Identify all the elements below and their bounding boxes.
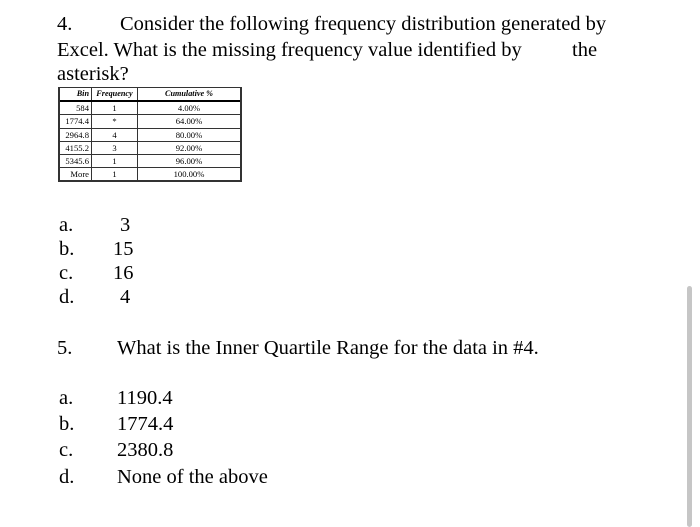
q4-option-b-letter: b. [59, 238, 75, 260]
q5-option-d-value: None of the above [117, 466, 268, 488]
cell-bin: 584 [59, 101, 92, 115]
q5-option-b-letter: b. [59, 413, 75, 435]
cell-frequency: 3 [92, 141, 138, 154]
table-row [59, 168, 241, 182]
q4-option-c-value: 16 [113, 262, 134, 284]
table-row [59, 128, 241, 141]
cell-frequency: 4 [92, 128, 138, 141]
question-4-number: 4. [57, 13, 73, 35]
q5-option-c-letter: c. [59, 439, 74, 461]
table-header-row [59, 88, 241, 102]
vertical-scrollbar[interactable] [687, 286, 692, 527]
q5-option-c-value: 2380.8 [117, 439, 174, 461]
q5-option-a-letter: a. [59, 387, 74, 409]
cell-cumulative: 96.00% [138, 155, 242, 168]
q5-option-a-value: 1190.4 [117, 387, 173, 409]
q4-option-d-letter: d. [59, 286, 75, 308]
cell-bin: 4155.2 [59, 141, 92, 154]
header-frequency: Frequency [92, 88, 138, 102]
q5-option-b-value: 1774.4 [117, 413, 174, 435]
table-row [59, 141, 241, 154]
question-4-line-2-end: the [572, 39, 598, 61]
cell-bin: 1774.4 [59, 115, 92, 128]
cell-frequency: 1 [92, 168, 138, 182]
cell-bin: 5345.6 [59, 155, 92, 168]
q4-option-b-value: 15 [113, 238, 134, 260]
cell-cumulative: 4.00% [138, 101, 242, 115]
table-row [59, 155, 241, 168]
cell-bin: 2964.8 [59, 128, 92, 141]
cell-frequency: 1 [92, 101, 138, 115]
cell-bin: More [59, 168, 92, 182]
header-bin: Bin [59, 88, 92, 102]
q4-option-a-value: 3 [120, 214, 131, 236]
cell-cumulative: 80.00% [138, 128, 242, 141]
cell-cumulative: 92.00% [138, 141, 242, 154]
frequency-table [58, 87, 242, 182]
question-4-line-2: Excel. What is the missing frequency value identified by [57, 39, 522, 61]
cell-cumulative: 64.00% [138, 115, 242, 128]
q4-option-c-letter: c. [59, 262, 74, 284]
q5-option-d-letter: d. [59, 466, 75, 488]
cell-cumulative: 100.00% [138, 168, 242, 182]
q4-option-d-value: 4 [120, 286, 131, 308]
table-row [59, 101, 241, 115]
cell-frequency: 1 [92, 155, 138, 168]
cell-frequency: * [92, 115, 138, 128]
question-5-text: What is the Inner Quartile Range for the data in #4. [117, 337, 539, 359]
question-5-number: 5. [57, 337, 73, 359]
question-4-line-3: asterisk? [57, 63, 129, 85]
q4-option-a-letter: a. [59, 214, 74, 236]
header-cumulative: Cumulative % [138, 88, 242, 102]
table-row [59, 115, 241, 128]
question-4-line-1: Consider the following frequency distribution generated by [120, 13, 607, 35]
